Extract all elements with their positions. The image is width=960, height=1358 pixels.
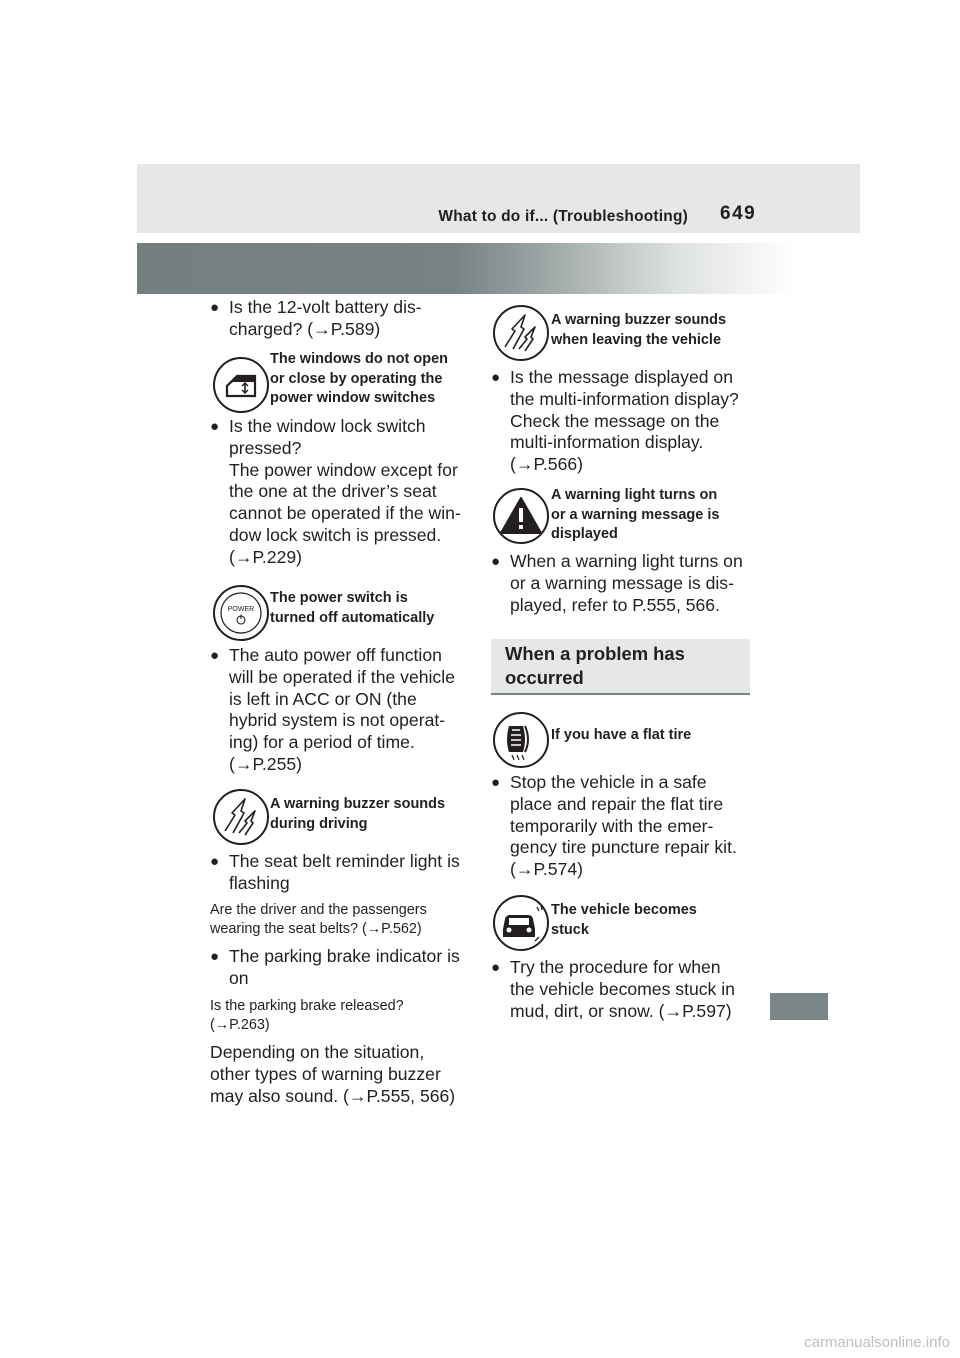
bullet-text-window-lock: Is the window lock switch pressed? The power window except for the one at the driver’s seat cannot be operated if the win- dow lock switch is pressed. (→P.229)	[229, 416, 461, 567]
bullet: ●	[491, 369, 501, 386]
paragraph-other-buzzers: Depending on the situation, other types of warning buzzer may also sound. (→P.555, 566)	[210, 1042, 456, 1106]
bullet-text-warning-light: When a warning light turns on or a warning message is dis- played, refer to P.555, 566.	[510, 551, 743, 615]
window-switch-icon	[213, 357, 269, 413]
bullet: ●	[210, 418, 220, 435]
bullet: ●	[210, 647, 220, 664]
bullet-text-battery: Is the 12-volt battery dis- charged? (→P.589)	[229, 297, 422, 339]
bullet: ●	[491, 553, 501, 570]
bullet-text-parking-brake: The parking brake indicator is on	[229, 946, 460, 988]
header-gradient-band	[137, 243, 797, 294]
side-thumb-tab	[770, 993, 828, 1020]
stuck-vehicle-icon	[493, 895, 549, 951]
problem-title-warning-light: A warning light turns on or a warning message is displayed	[551, 487, 720, 542]
problem-title-flat-tire: If you have a flat tire	[551, 727, 692, 743]
bullet-text-message: Is the message displayed on the multi-information display? Check the message on the multi-information display. (→P.566)	[510, 367, 739, 475]
section-heading: When a problem has occurred	[505, 643, 685, 688]
problem-title-power-switch: The power switch is turned off automatically	[270, 590, 435, 626]
section-header-title: What to do if... (Troubleshooting)	[438, 208, 688, 225]
bullet-text-stuck: Try the procedure for when the vehicle becomes stuck in mud, dirt, or snow. (→P.597)	[510, 957, 735, 1021]
bullet: ●	[210, 299, 220, 316]
watermark: carmanualsonline.info	[804, 1334, 950, 1351]
bullet-text-auto-power-off: The auto power off function will be operated if the vehicle is left in ACC or ON (the hybrid system is not operat- ing) for a period of time. (→P.255)	[229, 645, 455, 774]
note-parking-brake: Is the parking brake released? (→P.263)	[210, 998, 404, 1033]
buzzer-icon	[493, 305, 549, 361]
power-button-icon	[213, 585, 269, 641]
bullet: ●	[491, 774, 501, 791]
problem-title-buzzer-driving: A warning buzzer sounds during driving	[270, 796, 446, 832]
bullet-text-seat-belt: The seat belt reminder light is flashing	[229, 851, 460, 893]
warning-triangle-icon	[493, 488, 549, 544]
problem-title-windows: The windows do not open or close by operating the power window switches	[270, 351, 449, 406]
bullet: ●	[210, 853, 220, 870]
page-number: 649	[720, 203, 757, 224]
problem-title-buzzer-leaving: A warning buzzer sounds when leaving the vehicle	[551, 312, 727, 348]
bullet: ●	[491, 959, 501, 976]
flat-tire-icon	[493, 712, 549, 768]
note-seat-belt: Are the driver and the passengers wearing the seat belts? (→P.562)	[210, 902, 427, 937]
power-label: POWER	[227, 606, 255, 613]
bullet: ●	[210, 948, 220, 965]
bullet-text-flat-tire: Stop the vehicle in a safe place and repair the flat tire temporarily with the emer- gency tire puncture repair kit. (→P.574)	[510, 772, 737, 880]
problem-title-stuck: The vehicle becomes stuck	[551, 902, 697, 938]
buzzer-icon	[213, 789, 269, 845]
